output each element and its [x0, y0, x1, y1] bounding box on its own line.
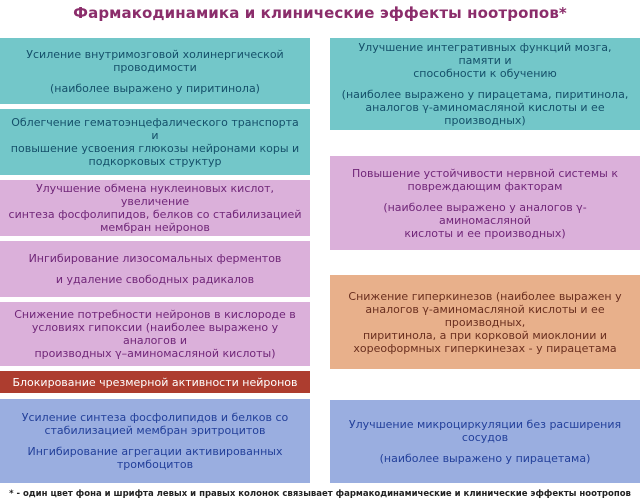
- left-effect-box-1: [0, 38, 310, 104]
- effect-text-line: синтеза фосфолипидов, белков со стабилизацией: [8, 208, 302, 221]
- left-effect-box-3: [0, 180, 310, 236]
- effect-note-line: (наиболее выражено у пирацетама, пиритинола,: [341, 88, 629, 101]
- effect-note-line: (наиболее выражено у пирацетама): [379, 452, 591, 465]
- effect-text-line: хореоформных гиперкинезах - у пирацетама: [353, 341, 617, 355]
- effect-text-line: производных γ–аминомасляной кислоты): [34, 347, 276, 360]
- effect-note-line: (наиболее выражено у пиритинола): [50, 81, 260, 95]
- effect-text-line: Повышение устойчивости нервной системы к: [352, 166, 618, 180]
- left-effect-box-4: [0, 241, 310, 297]
- effect-text-line: проводимости: [113, 60, 197, 74]
- effect-text-line: Улучшение микроциркуляции без расширения сосудов: [348, 418, 622, 444]
- effect-note-line: и удаление свободных радикалов: [55, 273, 255, 286]
- effect-note-line: тромбоцитов: [116, 458, 194, 471]
- right-effect-box-3: [330, 275, 640, 369]
- effect-text-line: повышение усвоения глюкозы нейронами коры и: [10, 142, 300, 155]
- effect-text-line: стабилизацией мембран эритроцитов: [44, 424, 266, 437]
- right-effect-box-2: [330, 156, 640, 250]
- left-effect-box-7: [0, 399, 310, 483]
- footnote: * - один цвет фона и шрифта левых и правых колонок связывает фармакодинамические и клинические эффекты ноотропов: [9, 489, 631, 499]
- effect-text-line: Улучшение обмена нуклеиновых кислот, увеличение: [35, 182, 275, 208]
- effect-note-line: (наиболее выражено у аналогов γ-аминомасляной: [383, 200, 587, 227]
- page-title: Фармакодинамика и клинические эффекты ноотропов*: [73, 4, 567, 22]
- effect-text-line: подкорковых структур: [88, 155, 222, 168]
- left-effect-box-6: [0, 371, 310, 393]
- effect-text-line: способности к обучению: [413, 67, 557, 80]
- left-effect-box-5: [0, 302, 310, 366]
- effect-note-line: аналогов γ-аминомасляной кислоты и ее производных): [365, 101, 605, 127]
- effect-text-line: Улучшение интегративных функций мозга, памяти и: [358, 41, 612, 67]
- effect-text-line: Снижение гиперкинезов (наиболее выражен у: [348, 289, 622, 303]
- effect-text-line: Облегчение гематоэнцефалического транспорта и: [11, 116, 299, 142]
- right-effect-box-1: [330, 38, 640, 130]
- effect-text-line: аналогов γ-аминомасляной кислоты и ее производных,: [365, 302, 605, 329]
- effect-note-line: Ингибирование агрегации активированных: [27, 445, 283, 458]
- effect-text-line: условиях гипоксии (наиболее выражено у аналогов и: [31, 321, 279, 347]
- effect-text-line: пиритинола, а при корковой миоклонии и: [362, 328, 608, 342]
- effect-text-line: Ингибирование лизосомальных ферментов: [28, 252, 282, 265]
- effect-text-line: Усиление синтеза фосфолипидов и белков со: [21, 411, 289, 424]
- effect-text-line: Снижение потребности нейронов в кислороде в: [14, 308, 296, 321]
- effect-text-line: Блокирование чрезмерной активности нейронов: [12, 375, 298, 389]
- effect-note-line: кислоты и ее производных): [404, 226, 566, 240]
- left-effect-box-2: [0, 109, 310, 175]
- right-effect-box-4: [330, 400, 640, 483]
- effect-text-line: мембран нейронов: [100, 221, 210, 234]
- effect-text-line: повреждающим факторам: [407, 179, 563, 193]
- effect-text-line: Усиление внутримозговой холинергической: [26, 47, 284, 61]
